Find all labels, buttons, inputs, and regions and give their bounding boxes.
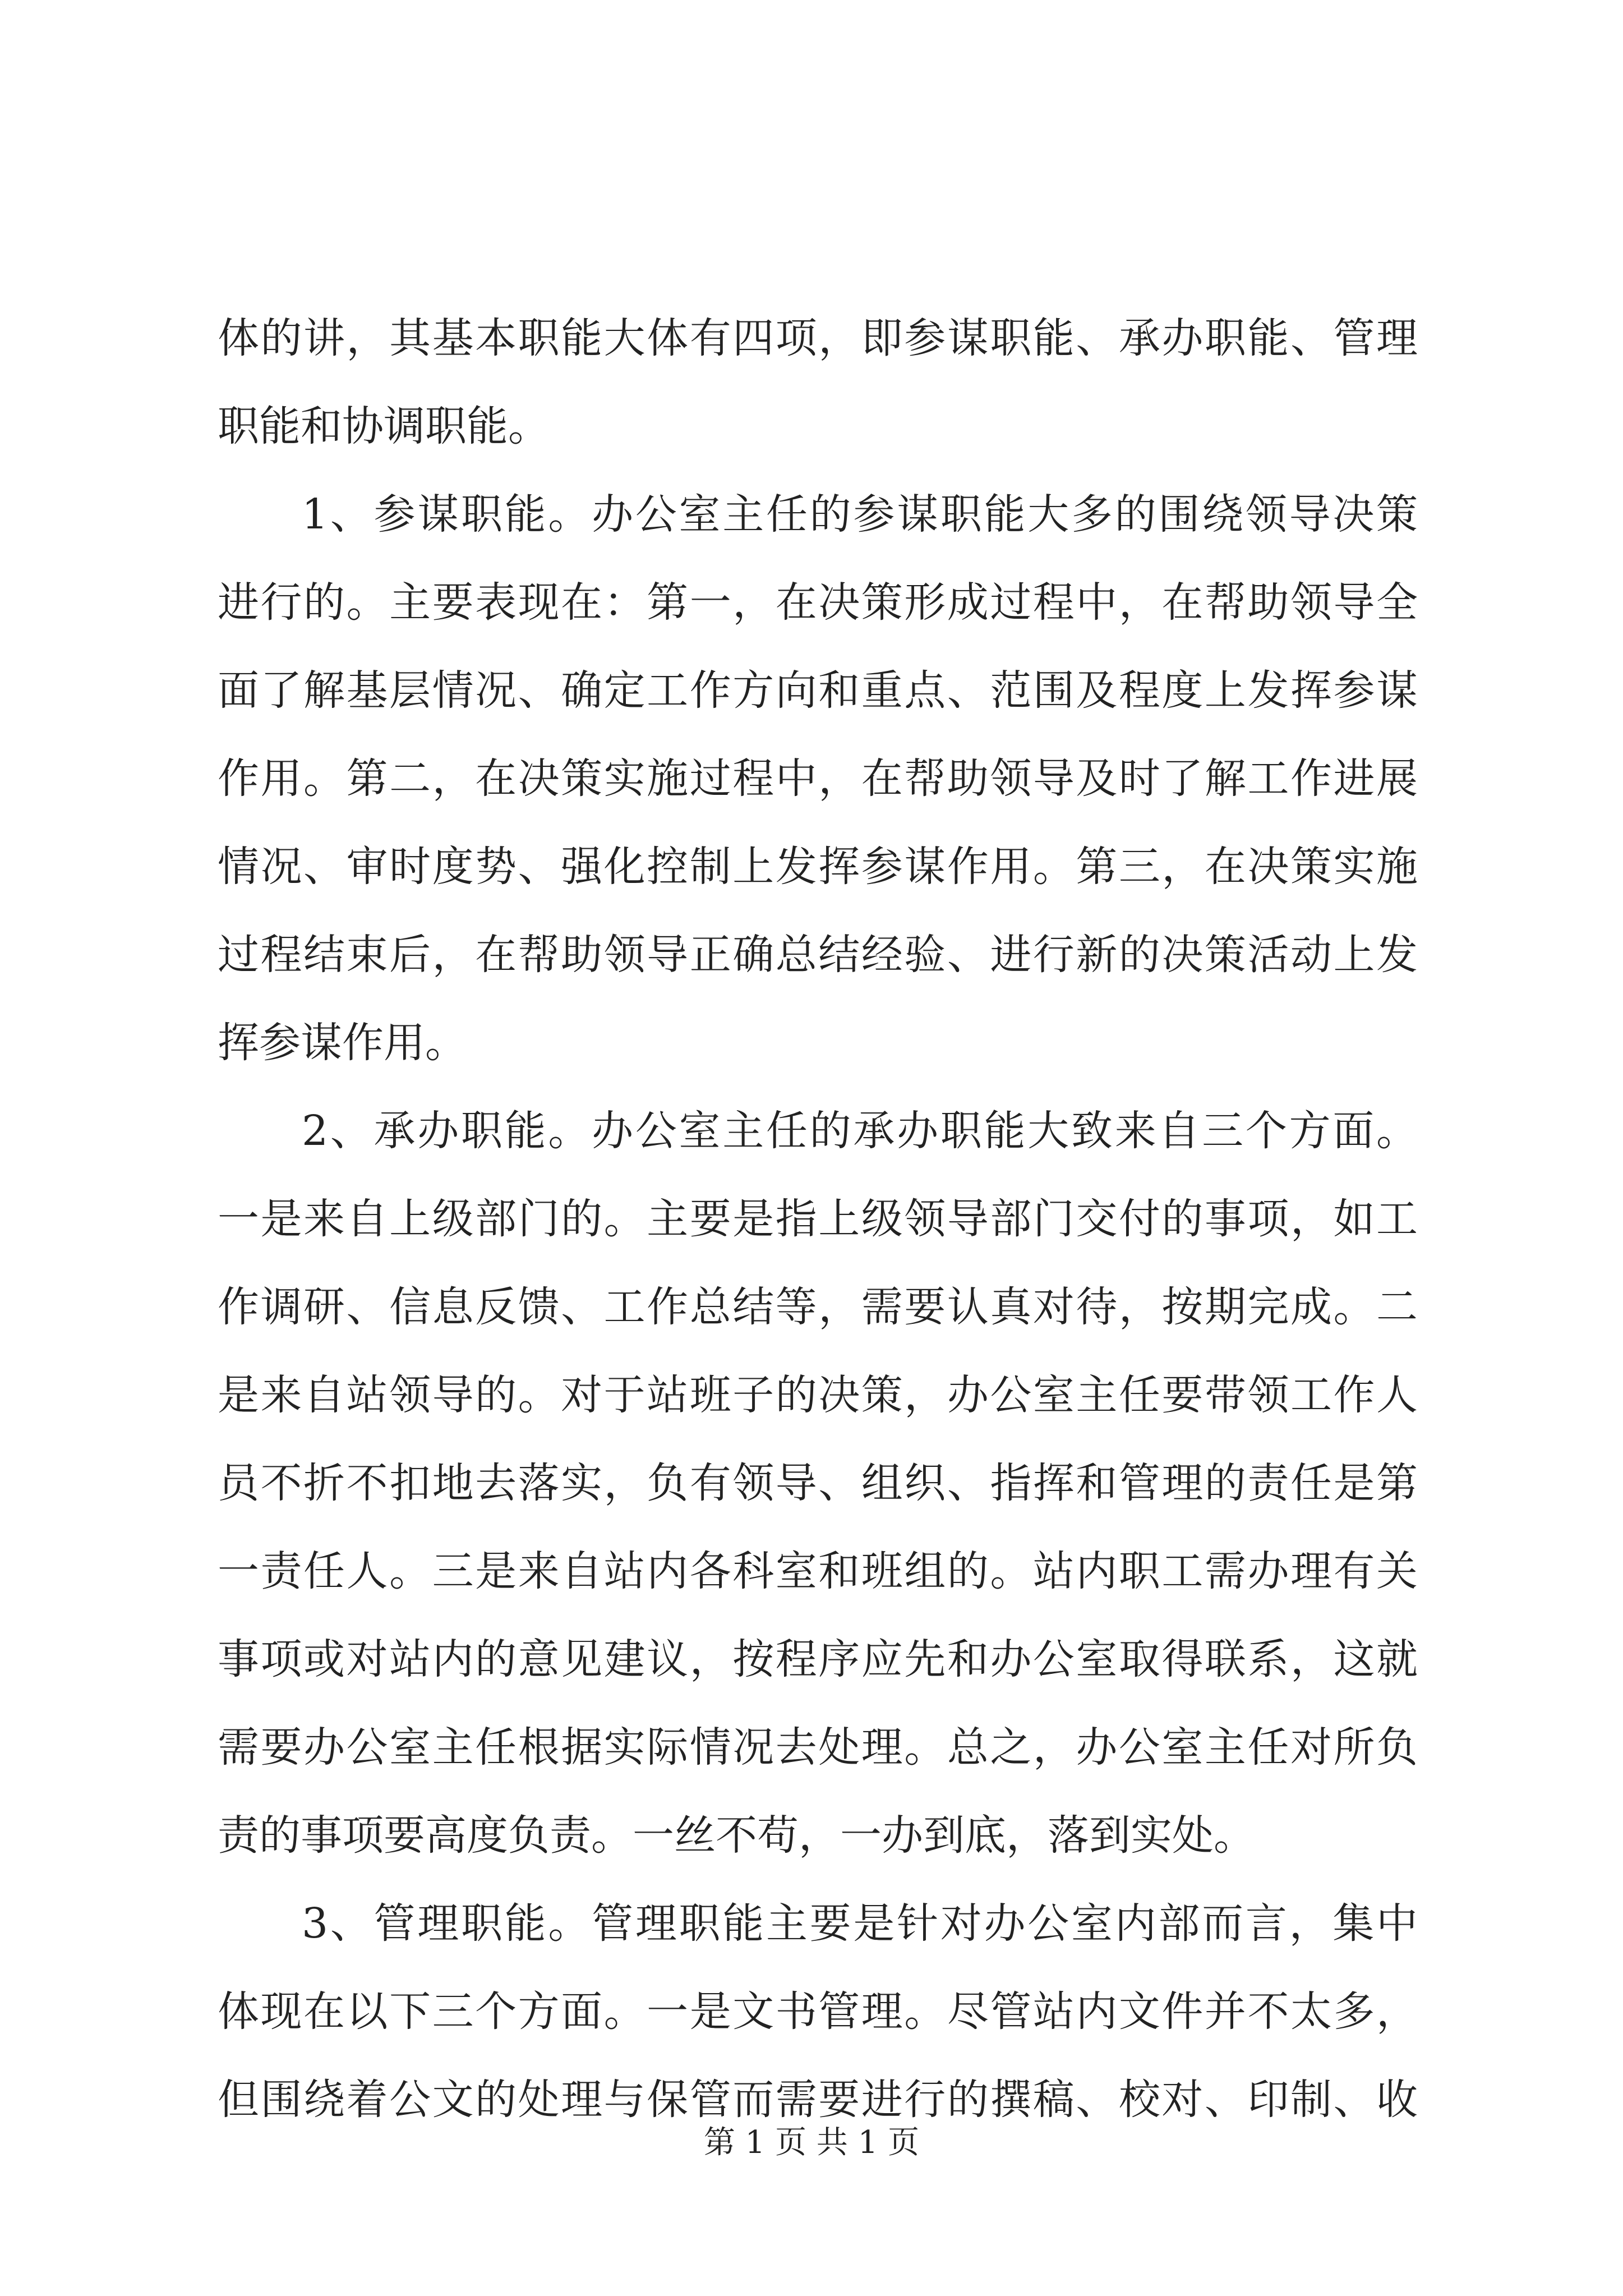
text-line: 过程结束后，在帮助领导正确总结经验、进行新的决策活动上发 (218, 931, 1418, 979)
text-line: 挥参谋作用。 (218, 1019, 467, 1067)
text-line: 事项或对站内的意见建议，按程序应先和办公室取得联系，这就 (218, 1635, 1418, 1683)
text-line: 是来自站领导的。对于站班子的决策，办公室主任要带领工作人 (218, 1371, 1418, 1419)
text-line: 面了解基层情况、确定工作方向和重点、范围及程度上发挥参谋 (218, 666, 1418, 715)
text-line: 一是来自上级部门的。主要是指上级领导部门交付的事项，如工 (218, 1195, 1418, 1243)
text-line: 需要办公室主任根据实际情况去处理。总之，办公室主任对所负 (218, 1723, 1418, 1772)
text-line: 作用。第二，在决策实施过程中，在帮助领导及时了解工作进展 (218, 754, 1418, 803)
text-line: 3、管理职能。管理职能主要是针对办公室内部而言，集中 (302, 1899, 1418, 1948)
text-line: 进行的。主要表现在：第一，在决策形成过程中，在帮助领导全 (218, 578, 1418, 627)
text-line: 1、参谋职能。办公室主任的参谋职能大多的围绕领导决策 (302, 490, 1418, 539)
text-line: 2、承办职能。办公室主任的承办职能大致来自三个方面。 (302, 1107, 1418, 1155)
text-line: 作调研、信息反馈、工作总结等，需要认真对待，按期完成。二 (218, 1283, 1418, 1331)
text-line: 体现在以下三个方面。一是文书管理。尽管站内文件并不太多， (218, 1987, 1418, 2036)
text-line: 员不折不扣地去落实，负有领导、组织、指挥和管理的责任是第 (218, 1459, 1418, 1507)
page-number-footer: 第 1 页 共 1 页 (703, 2124, 920, 2161)
text-line: 一责任人。三是来自站内各科室和班组的。站内职工需办理有关 (218, 1547, 1418, 1595)
text-line: 但围绕着公文的处理与保管而需要进行的撰稿、校对、印制、收 (218, 2076, 1418, 2124)
text-line: 情况、审时度势、强化控制上发挥参谋作用。第三，在决策实施 (218, 843, 1418, 891)
text-line: 体的讲，其基本职能大体有四项，即参谋职能、承办职能、管理 (218, 314, 1418, 362)
text-line: 责的事项要高度负责。一丝不苟，一办到底，落到实处。 (218, 1811, 1255, 1860)
document-body (218, 295, 1418, 2144)
text-line: 职能和协调职能。 (218, 402, 550, 450)
